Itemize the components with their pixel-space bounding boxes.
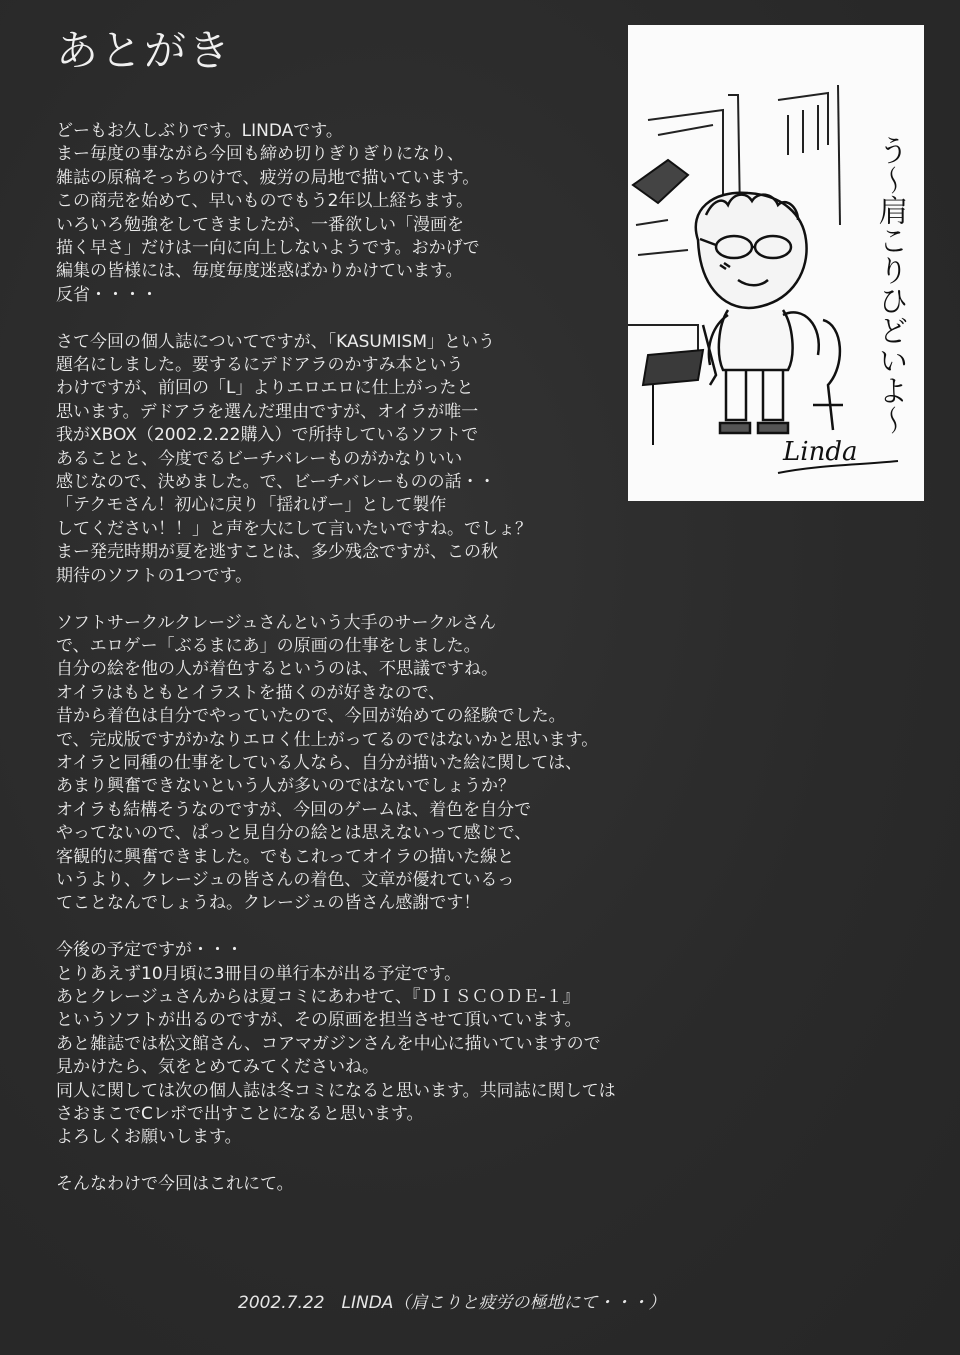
- text-line: 今後の予定ですが・・・: [56, 940, 243, 961]
- text-line: 思います。デドアラを選んだ理由ですが、オイラが唯一: [56, 401, 479, 422]
- text-line: 見かけたら、気をとめてみてくださいね。: [56, 1057, 379, 1078]
- text-line: 客観的に興奮できました。でもこれってオイラの描いた線と: [56, 846, 515, 867]
- text-line: さて今回の個人誌についてですが、「KASUMISM」という: [56, 331, 496, 352]
- text-line: あと雑誌では松文館さん、コアマガジンさんを中心に描いていますので: [56, 1033, 601, 1054]
- text-line: とりあえず10月頃に3冊目の単行本が出る予定です。: [56, 963, 462, 984]
- text-line: まー毎度の事ながら今回も締め切りぎりぎりになり、: [56, 144, 464, 165]
- text-line: あることと、今度でるビーチバレーものがかなりいい: [56, 448, 463, 469]
- text-line: 編集の皆様には、毎度毎度迷惑ばかりかけています。: [56, 261, 463, 282]
- text-line: オイラも結構そうなのですが、今回のゲームは、着色を自分で: [56, 799, 532, 820]
- paragraph-greeting: [56, 120, 756, 307]
- text-line: で、完成版ですがかなりエロく仕上がってるのではないかと思います。: [56, 729, 599, 750]
- autograph: Linda: [783, 437, 858, 467]
- page-title: あとがき: [56, 26, 233, 75]
- text-line: いうより、クレージュの皆さんの着色、文章が優れているっ: [56, 869, 515, 890]
- text-line: 昔から着色は自分でやっていたので、今回が始めての経験でした。: [56, 706, 566, 727]
- text-line: 期待のソフトの1つです。: [56, 565, 253, 586]
- text-line: てことなんでしょうね。クレージュの皆さん感謝です！: [56, 893, 481, 914]
- text-line: そんなわけで今回はこれにて。: [56, 1174, 294, 1195]
- text-line: 反省・・・・: [56, 284, 158, 305]
- text-line: 我がXBOX（2002.2.22購入）で所持しているソフトで: [56, 425, 479, 446]
- text-line: 同人に関しては次の個人誌は冬コミになると思います。共同誌に関しては: [56, 1080, 616, 1101]
- text-line: よろしくお願いします。: [56, 1127, 242, 1148]
- sketch-caption: う〜肩こりひどいよ〜: [872, 135, 908, 435]
- text-line: さおまこでCレボで出すことになると思います。: [56, 1104, 424, 1125]
- paragraph-closing: [56, 1173, 756, 1196]
- text-line: 感じなので、決めました。で、ビーチバレーものの話・・: [56, 472, 496, 493]
- text-line: あまり興奮できないという人が多いのではないでしょうか？: [56, 776, 515, 797]
- text-line: 「テクモさん！初心に戻り「揺れげー」として製作: [56, 495, 447, 516]
- text-line: やってないので、ぱっと見自分の絵とは思えないって感じで、: [56, 823, 532, 844]
- paragraph-courage: [56, 612, 756, 916]
- text-line: してください！！」と声を大にして言いたいですね。でしょ？: [56, 518, 532, 539]
- text-line: というソフトが出るのですが、その原画を担当させて頂いています。: [56, 1010, 582, 1031]
- text-line: いろいろ勉強をしてきましたが、一番欲しい「漫画を: [56, 214, 464, 235]
- text-line: この商売を始めて、早いものでもう2年以上経ちます。: [56, 191, 474, 212]
- text-line: ソフトサークルクレージュさんという大手のサークルさん: [56, 612, 496, 633]
- text-line: 題名にしました。要するにデドアラのかすみ本という: [56, 355, 464, 376]
- text-line: オイラはもともとイラストを描くのが好きなので、: [56, 682, 446, 703]
- text-line: どーもお久しぶりです。LINDAです。: [56, 121, 343, 141]
- afterword-body: [56, 120, 756, 1220]
- paragraph-schedule: [56, 939, 756, 1150]
- text-line: あとクレージュさんからは夏コミにあわせて、『ＤＩＳＣＯＤＥ-１』: [56, 986, 580, 1007]
- text-line: まー発売時期が夏を逃すことは、多少残念ですが、この秋: [56, 542, 498, 563]
- text-line: わけですが、前回の「L」よりエロエロに仕上がったと: [56, 378, 474, 399]
- signature-line: 2002.7.22 LINDA（肩こりと疲労の極地にて・・・）: [238, 1293, 666, 1313]
- paragraph-kasumism: [56, 331, 756, 588]
- text-line: で、エロゲー「ぶるまにあ」の原画の仕事をしました。: [56, 635, 481, 656]
- text-line: 描く早さ」だけは一向に向上しないようです。おかげで: [56, 238, 480, 259]
- text-line: 自分の絵を他の人が着色するというのは、不思議ですね。: [56, 659, 498, 680]
- text-line: 雑誌の原稿そっちのけで、疲労の局地で描いています。: [56, 167, 480, 188]
- text-line: オイラと同種の仕事をしている人なら、自分が描いた絵に関しては、: [56, 752, 583, 773]
